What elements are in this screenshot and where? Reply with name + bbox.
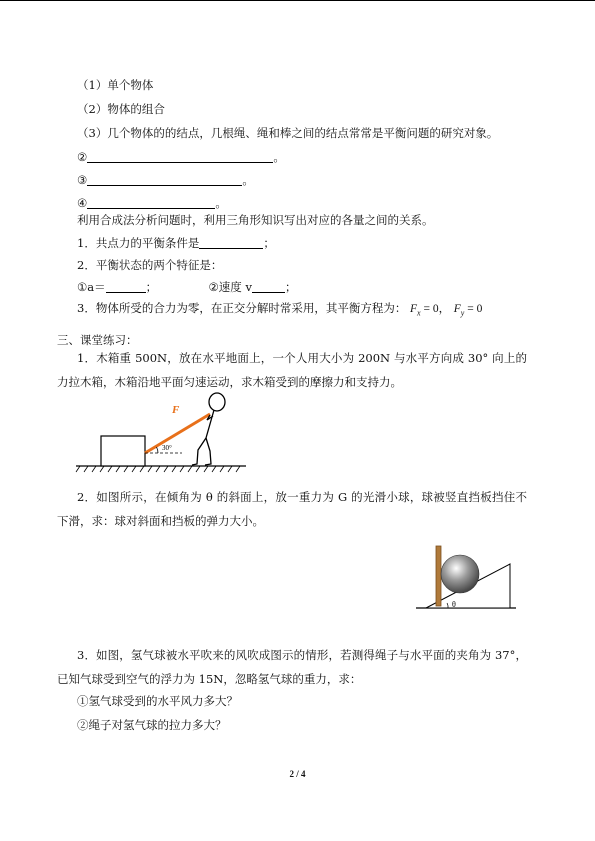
fill-blank-velocity[interactable] bbox=[252, 280, 285, 293]
question-3b: ②绳子对氢气球的拉力多大？ bbox=[77, 718, 227, 732]
incline-angle-label: θ bbox=[452, 600, 456, 609]
question-3a: ①氢气球受到的水平风力多大？ bbox=[77, 694, 238, 708]
crate-box bbox=[101, 436, 145, 466]
blank-line-3 bbox=[77, 173, 254, 187]
condition-semicolon: ； bbox=[263, 236, 275, 250]
page-number: 2 / 4 bbox=[289, 769, 306, 779]
orthogonal-decomposition-line bbox=[77, 301, 482, 320]
synthesis-method-note: 利用合成法分析问题时，利用三角形知识写出对应的各量之间的关系。 bbox=[77, 213, 434, 227]
angle-arc bbox=[157, 447, 159, 453]
item-object-combination: （2）物体的组合 bbox=[77, 102, 165, 116]
blank-2-period: 。 bbox=[273, 150, 285, 164]
blank-3-period: 。 bbox=[242, 173, 254, 187]
accel-semicolon: ； bbox=[145, 280, 158, 294]
fill-blank-condition[interactable] bbox=[199, 236, 263, 249]
figure-ball-incline bbox=[412, 540, 522, 615]
blank-4-marker: ④ bbox=[77, 196, 88, 210]
equilibrium-condition-line bbox=[77, 236, 275, 250]
section-heading: 三、课堂练习： bbox=[57, 333, 138, 347]
balance-features-line bbox=[77, 280, 296, 294]
person-figure bbox=[192, 393, 225, 465]
angle-label: 30° bbox=[162, 444, 172, 452]
fill-blank-acceleration[interactable] bbox=[106, 280, 146, 293]
item-single-object: （1）单个物体 bbox=[77, 78, 154, 92]
vertical-board bbox=[436, 546, 441, 606]
smooth-ball bbox=[441, 555, 479, 593]
item-knot-point: （3）几个物体的的结点，几根绳、绳和棒之间的结点常常是平衡问题的研究对象。 bbox=[77, 126, 499, 140]
top-rule bbox=[0, 0, 595, 1]
blank-2-marker: ② bbox=[77, 150, 88, 164]
ground-hatching bbox=[76, 466, 240, 472]
figure-crate-pull bbox=[70, 388, 250, 478]
blank-3-marker: ③ bbox=[77, 173, 88, 187]
problem-1-text: 1．木箱重 500N，放在水平地面上，一个人用大小为 200N 与水平方向成 30° 向上的力拉木箱，木箱沿地平面匀速运动，求木箱受到的摩擦力和支持力。 bbox=[57, 351, 527, 389]
equilibrium-condition-text: 1．共点力的平衡条件是 bbox=[77, 236, 200, 250]
fill-blank-2[interactable] bbox=[87, 150, 273, 163]
velocity-label: ②速度 v bbox=[208, 280, 252, 294]
problem-3-text: 3．如图，氢气球被水平吹来的风吹成图示的情形，若测得绳子与水平面的夹角为 37°，已知气球受到空气的浮力为 15N，忽略氢气球的重力，求： bbox=[57, 648, 527, 686]
velocity-semicolon: ； bbox=[284, 280, 297, 294]
blank-4-period: 。 bbox=[215, 196, 227, 210]
problem-2-text: 2．如图所示，在倾角为 θ 的斜面上，放一重力为 G 的光滑小球，球被竖直挡板挡住不下滑，求：球对斜面和挡板的弹力大小。 bbox=[57, 490, 527, 528]
orthogonal-text: 3．物体所受的合力为零，在正交分解时常采用，其平衡方程为： bbox=[77, 301, 407, 315]
blank-line-4 bbox=[77, 196, 227, 210]
equation-fx: $F_x = 0$， bbox=[409, 303, 451, 318]
accel-label: ①a＝ bbox=[77, 280, 106, 294]
fill-blank-4[interactable] bbox=[87, 196, 215, 209]
force-label: F bbox=[172, 404, 180, 416]
fill-blank-3[interactable] bbox=[87, 173, 242, 186]
blank-line-2 bbox=[77, 150, 285, 164]
equation-fy: $F_y = 0$ bbox=[453, 303, 483, 318]
balance-features-heading: 2．平衡状态的两个特征是： bbox=[77, 258, 223, 272]
